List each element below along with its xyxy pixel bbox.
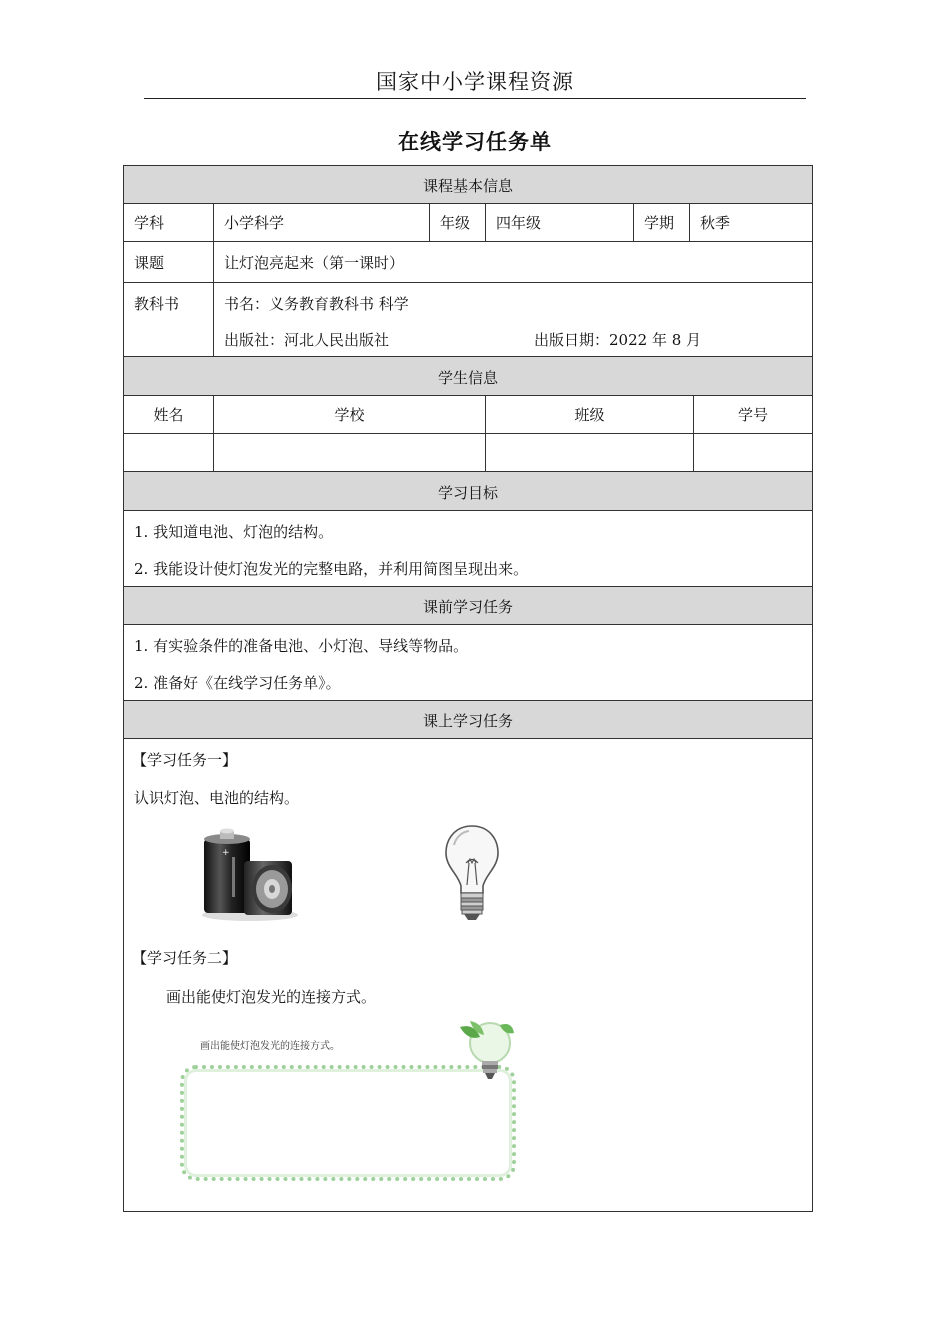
task-sheet-table <box>123 165 813 1212</box>
textbook-value-cell <box>214 283 812 356</box>
in-class-content <box>124 739 812 1211</box>
pre-class-item: 1. 有实验条件的准备电池、小灯泡、导线等物品。 <box>134 637 469 655</box>
topic-label-cell <box>124 242 214 282</box>
subject-row <box>124 204 812 242</box>
textbook-label-cell <box>124 283 214 356</box>
grade-label-cell <box>430 204 486 241</box>
subject-value-cell <box>214 204 430 241</box>
goal-item: 2. 我能设计使灯泡发光的完整电路，并利用简图呈现出来。 <box>134 560 529 578</box>
goal-item: 1. 我知道电池、灯泡的结构。 <box>134 523 334 541</box>
header-rule <box>144 98 806 99</box>
student-header-row <box>124 396 812 434</box>
subject-label: 学科 <box>134 214 165 232</box>
light-bulb-image <box>442 823 502 925</box>
book-name: 书名：义务教育教科书 科学 <box>224 295 409 313</box>
publication-date: 出版日期：2022 年 8 月 <box>534 331 702 349</box>
grade-value: 四年级 <box>496 214 542 232</box>
student-col-class <box>486 396 694 433</box>
section-header-student-info <box>124 357 812 396</box>
grade-label: 年级 <box>440 214 471 232</box>
section-title: 学生信息 <box>437 369 498 387</box>
topic-value: 让灯泡亮起来（第一课时） <box>224 254 405 272</box>
student-input-row <box>124 434 812 472</box>
pre-class-row <box>124 625 812 701</box>
svg-text:+: + <box>222 848 230 858</box>
drawing-area-caption: 画出能使灯泡发光的连接方式。 <box>200 1041 340 1052</box>
subject-label-cell <box>124 204 214 241</box>
topic-label: 课题 <box>134 254 165 272</box>
student-name-field[interactable] <box>124 434 214 471</box>
student-class-field[interactable] <box>486 434 694 471</box>
student-school-field[interactable] <box>214 434 486 471</box>
topic-value-cell <box>214 242 812 282</box>
green-bulb-icon <box>450 1017 520 1083</box>
task1-title: 【学习任务一】 <box>132 751 238 769</box>
student-id-field[interactable] <box>694 434 812 471</box>
column-header: 姓名 <box>153 406 184 424</box>
term-label-cell <box>634 204 690 241</box>
textbook-row <box>124 283 812 357</box>
subject-value: 小学科学 <box>224 214 285 232</box>
header-title: 国家中小学课程资源 <box>376 70 574 94</box>
section-header-pre-class <box>124 587 812 625</box>
student-col-name <box>124 396 214 433</box>
document-title: 在线学习任务单 <box>398 129 552 154</box>
section-title: 课上学习任务 <box>422 712 513 730</box>
term-label: 学期 <box>644 214 675 232</box>
publisher: 出版社：河北人民出版社 <box>224 331 390 349</box>
topic-row <box>124 242 812 283</box>
term-value: 秋季 <box>700 214 731 232</box>
section-header-goals <box>124 472 812 511</box>
section-header-in-class <box>124 701 812 739</box>
section-title: 学习目标 <box>437 484 498 502</box>
section-title: 课程基本信息 <box>422 177 513 195</box>
drawing-area[interactable] <box>174 1019 524 1189</box>
column-header: 学号 <box>737 406 768 424</box>
task1-text: 认识灯泡、电池的结构。 <box>134 789 300 807</box>
goals-row <box>124 511 812 587</box>
column-header: 班级 <box>574 406 605 424</box>
section-title: 课前学习任务 <box>422 598 513 616</box>
pre-class-item: 2. 准备好《在线学习任务单》。 <box>134 674 341 692</box>
student-col-school <box>214 396 486 433</box>
section-header-course-info <box>124 166 812 204</box>
task2-text: 画出能使灯泡发光的连接方式。 <box>166 988 377 1006</box>
column-header: 学校 <box>334 406 365 424</box>
term-value-cell <box>690 204 812 241</box>
textbook-label: 教科书 <box>134 295 180 313</box>
task2-title: 【学习任务二】 <box>132 949 238 967</box>
student-col-id <box>694 396 812 433</box>
batteries-image <box>198 827 302 923</box>
grade-value-cell <box>486 204 634 241</box>
